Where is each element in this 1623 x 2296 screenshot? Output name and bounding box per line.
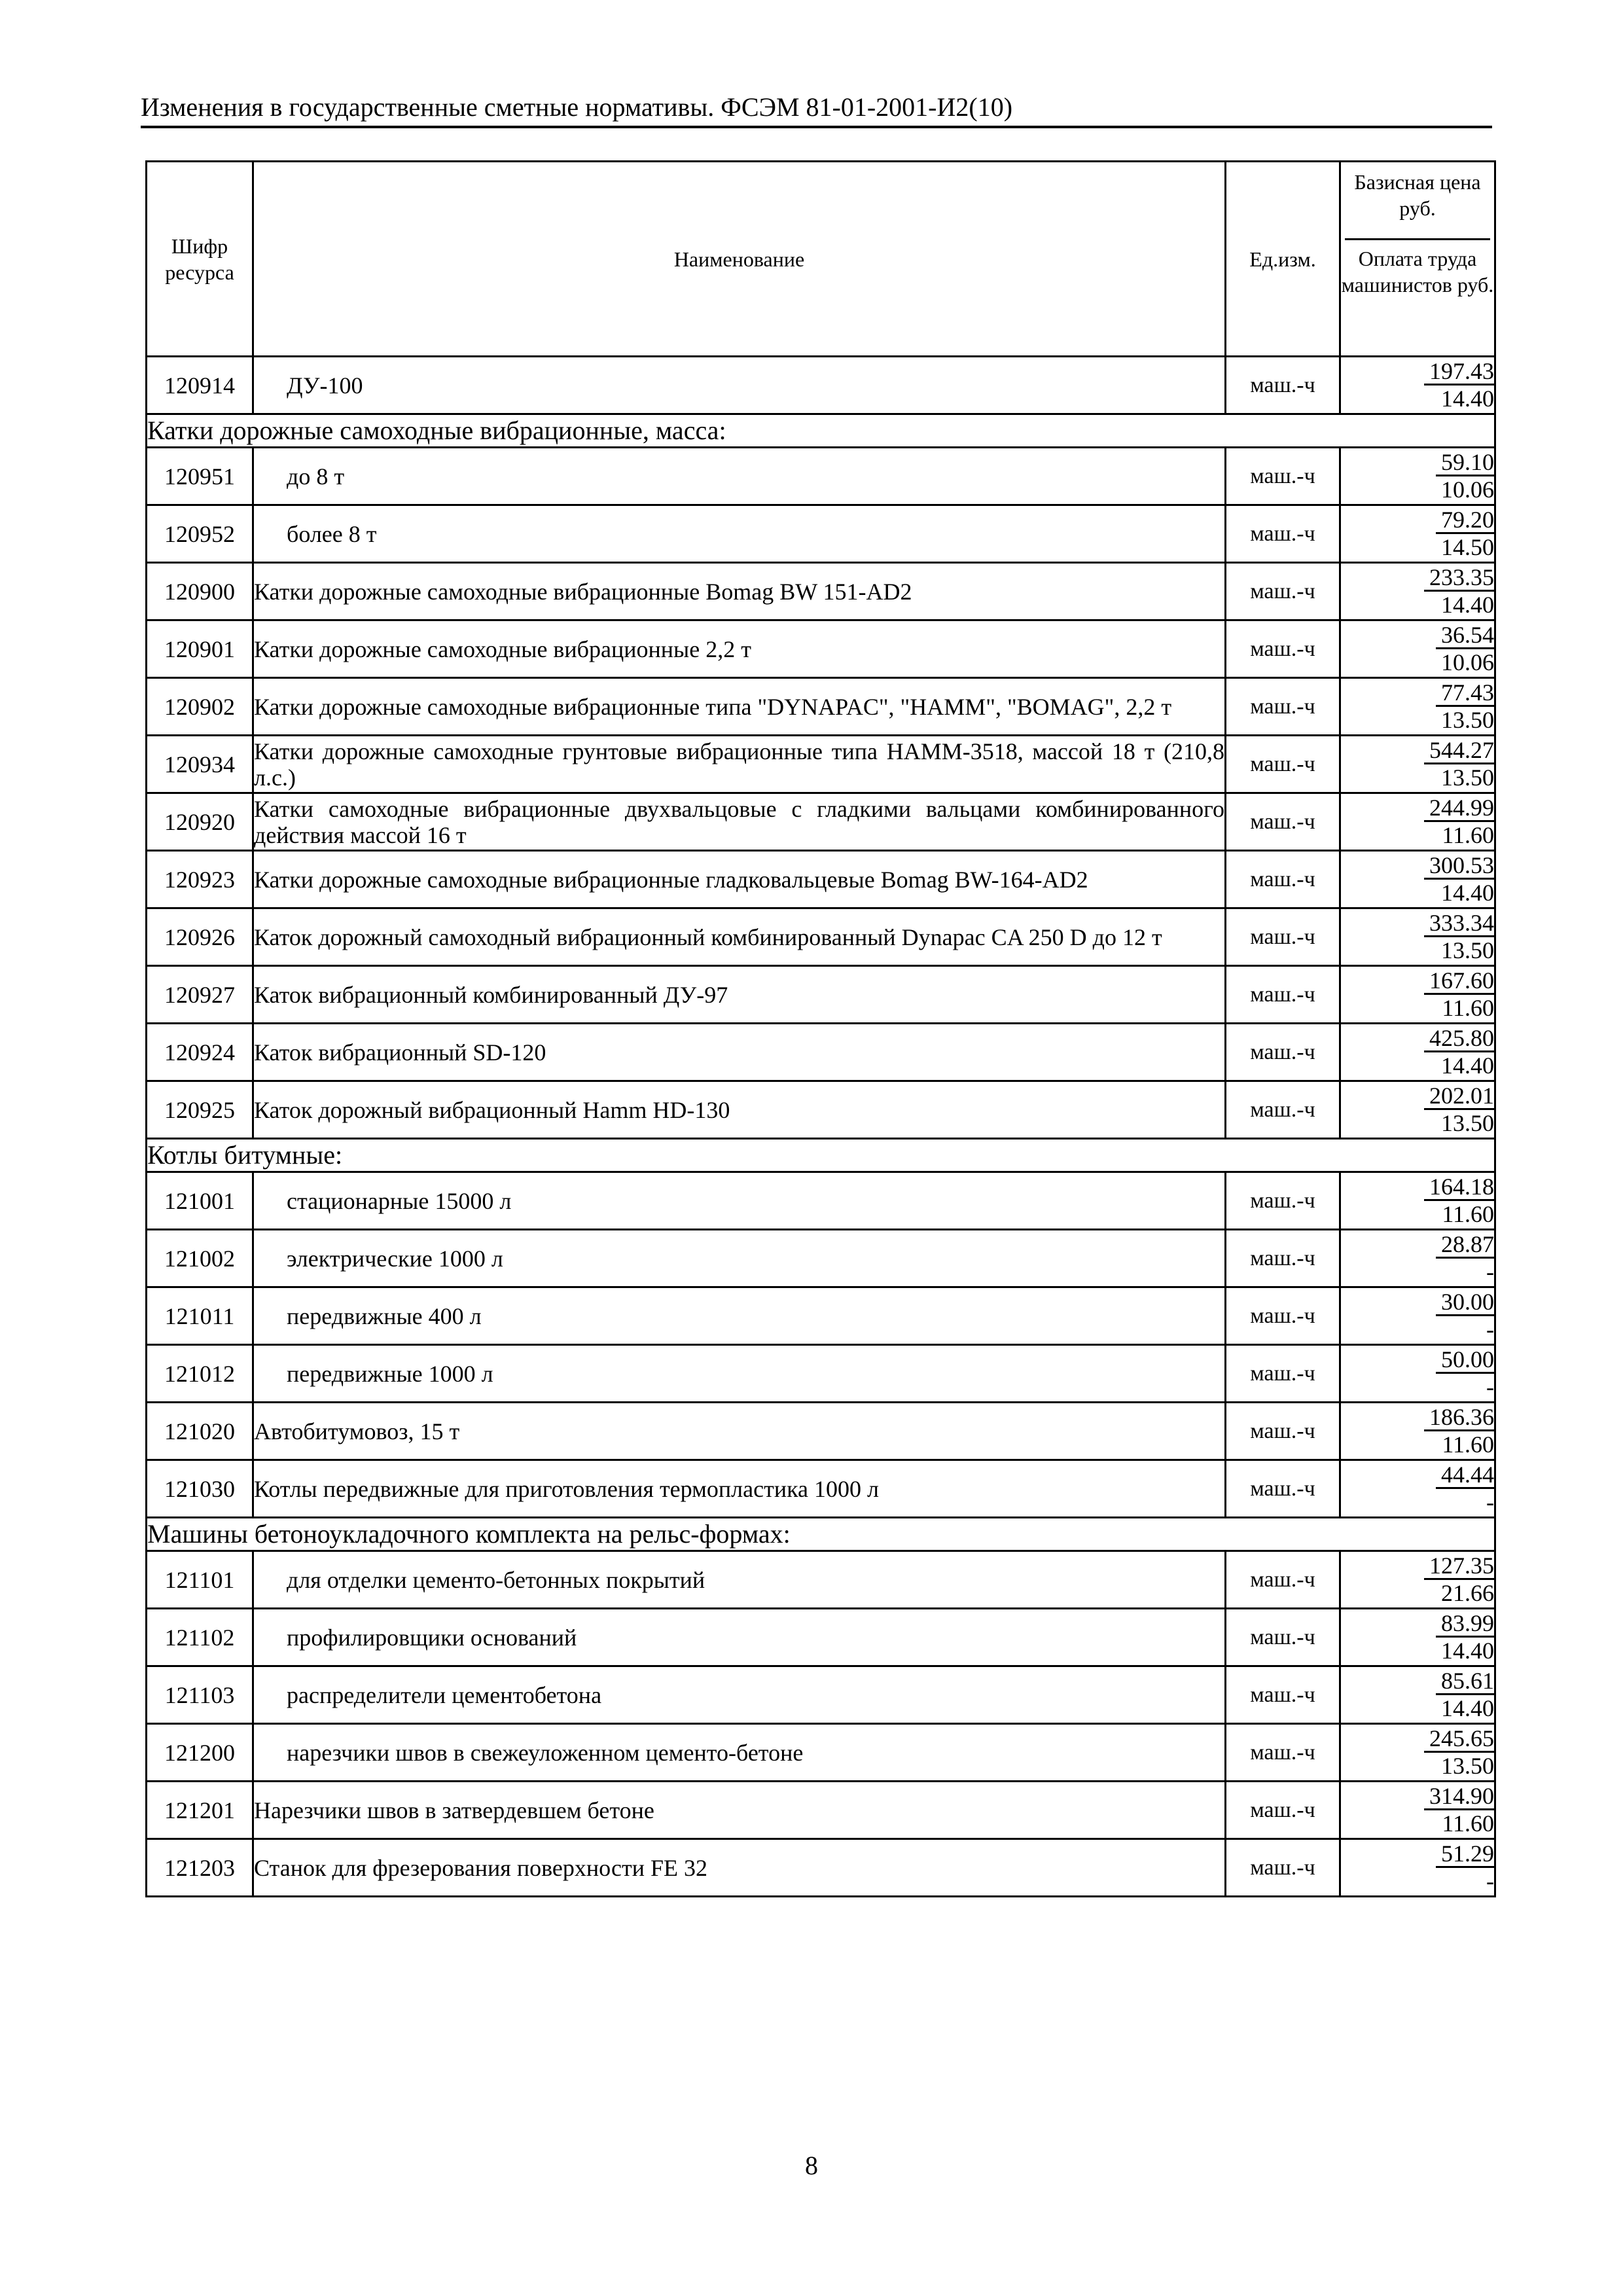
price-cell — [1340, 1230, 1495, 1287]
price-cell — [1340, 1666, 1495, 1724]
col-header-name: Наименование — [253, 162, 1226, 357]
base-price: 59.10 — [1436, 450, 1494, 476]
resource-code: 120914 — [147, 357, 253, 414]
base-price: 333.34 — [1424, 910, 1494, 937]
resource-name: Нарезчики швов в затвердевшем бетоне — [253, 1782, 1226, 1839]
unit-of-measure: маш.-ч — [1226, 966, 1340, 1024]
resource-name: Каток вибрационный SD-120 — [253, 1024, 1226, 1081]
resource-name: Котлы передвижные для приготовления термопластика 1000 л — [253, 1460, 1226, 1518]
resource-code: 121002 — [147, 1230, 253, 1287]
resource-code: 121102 — [147, 1609, 253, 1666]
table-row — [147, 1609, 1495, 1666]
resource-name: Станок для фрезерования поверхности FE 32 — [253, 1839, 1226, 1897]
base-price: 127.35 — [1424, 1553, 1494, 1580]
resource-code: 120952 — [147, 505, 253, 563]
table-row — [147, 966, 1495, 1024]
table-row — [147, 851, 1495, 908]
labor-pay: 11.60 — [1442, 1810, 1494, 1837]
col-header-price — [1340, 162, 1495, 357]
resource-name: ДУ-100 — [253, 357, 1226, 414]
unit-of-measure: маш.-ч — [1226, 1551, 1340, 1609]
price-cell — [1340, 1782, 1495, 1839]
base-price: 197.43 — [1424, 359, 1494, 386]
unit-of-measure: маш.-ч — [1226, 1287, 1340, 1345]
group-title: Катки дорожные самоходные вибрационные, масса: — [147, 414, 1495, 448]
table-row — [147, 736, 1495, 793]
resource-code: 120902 — [147, 678, 253, 736]
unit-of-measure: маш.-ч — [1226, 1230, 1340, 1287]
price-cell — [1340, 966, 1495, 1024]
price-cell — [1340, 563, 1495, 620]
resource-name: до 8 т — [253, 448, 1226, 505]
resource-name: электрические 1000 л — [253, 1230, 1226, 1287]
table-row — [147, 793, 1495, 851]
col-header-unit: Ед.изм. — [1226, 162, 1340, 357]
resource-code: 120901 — [147, 620, 253, 678]
labor-pay: 14.40 — [1441, 386, 1494, 412]
base-price: 83.99 — [1436, 1611, 1494, 1638]
resource-name: нарезчики швов в свежеуложенном цементо-бетоне — [253, 1724, 1226, 1782]
labor-pay: - — [1486, 1374, 1494, 1400]
resource-table — [145, 160, 1496, 1897]
price-cell — [1340, 1081, 1495, 1139]
resource-name: Катки дорожные самоходные грунтовые вибрационные типа HAMM-3518, массой 18 т (210,8 л.с.) — [253, 736, 1226, 793]
resource-code: 120926 — [147, 908, 253, 966]
base-price: 30.00 — [1436, 1289, 1494, 1316]
unit-of-measure: маш.-ч — [1226, 1024, 1340, 1081]
resource-name: Катки дорожные самоходные вибрационные типа "DYNAPAC", "HAMM", "BOMAG", 2,2 т — [253, 678, 1226, 736]
labor-pay: - — [1486, 1316, 1494, 1342]
unit-of-measure: маш.-ч — [1226, 1345, 1340, 1403]
table-row — [147, 505, 1495, 563]
resource-name: передвижные 1000 л — [253, 1345, 1226, 1403]
base-price: 44.44 — [1436, 1462, 1494, 1489]
resource-name: стационарные 15000 л — [253, 1172, 1226, 1230]
labor-pay: 13.50 — [1441, 1110, 1494, 1136]
base-price: 300.53 — [1424, 853, 1494, 880]
unit-of-measure: маш.-ч — [1226, 1460, 1340, 1518]
resource-name: для отделки цементо-бетонных покрытий — [253, 1551, 1226, 1609]
resource-name: профилировщики оснований — [253, 1609, 1226, 1666]
table-row — [147, 1782, 1495, 1839]
labor-pay: 13.50 — [1441, 764, 1494, 791]
unit-of-measure: маш.-ч — [1226, 851, 1340, 908]
page-number: 8 — [805, 2151, 818, 2180]
price-cell — [1340, 1460, 1495, 1518]
labor-pay: 14.40 — [1441, 880, 1494, 906]
base-price: 51.29 — [1436, 1841, 1494, 1868]
table-row — [147, 1666, 1495, 1724]
table-body — [147, 357, 1495, 1897]
base-price: 244.99 — [1424, 795, 1494, 822]
resource-code: 120920 — [147, 793, 253, 851]
labor-pay: 11.60 — [1442, 1431, 1494, 1458]
price-cell — [1340, 1172, 1495, 1230]
labor-pay: 10.06 — [1441, 476, 1494, 503]
table-header-row — [147, 162, 1495, 357]
base-price: 167.60 — [1424, 968, 1494, 995]
unit-of-measure: маш.-ч — [1226, 1724, 1340, 1782]
document-header: Изменения в государственные сметные нормативы. ФСЭМ 81-01-2001-И2(10) — [141, 92, 1492, 128]
labor-pay: 14.40 — [1441, 592, 1494, 618]
labor-pay: 21.66 — [1441, 1580, 1494, 1606]
resource-name: Катки дорожные самоходные вибрационные гладковальцевые Bomag BW-164-AD2 — [253, 851, 1226, 908]
unit-of-measure: маш.-ч — [1226, 448, 1340, 505]
resource-name: Катки дорожные самоходные вибрационные Bomag BW 151-AD2 — [253, 563, 1226, 620]
price-cell — [1340, 1724, 1495, 1782]
resource-code: 121001 — [147, 1172, 253, 1230]
resource-code: 120923 — [147, 851, 253, 908]
table-row — [147, 1551, 1495, 1609]
unit-of-measure: маш.-ч — [1226, 736, 1340, 793]
unit-of-measure: маш.-ч — [1226, 1666, 1340, 1724]
labor-pay: 11.60 — [1442, 995, 1494, 1021]
price-cell — [1340, 357, 1495, 414]
base-price: 50.00 — [1436, 1347, 1494, 1374]
table-row — [147, 357, 1495, 414]
unit-of-measure: маш.-ч — [1226, 505, 1340, 563]
resource-code: 121201 — [147, 1782, 253, 1839]
price-cell — [1340, 1403, 1495, 1460]
header-divider — [1345, 238, 1490, 240]
labor-pay: 14.40 — [1441, 1695, 1494, 1721]
table-row — [147, 1403, 1495, 1460]
unit-of-measure: маш.-ч — [1226, 1172, 1340, 1230]
unit-of-measure: маш.-ч — [1226, 1403, 1340, 1460]
resource-name: более 8 т — [253, 505, 1226, 563]
price-cell — [1340, 1024, 1495, 1081]
unit-of-measure: маш.-ч — [1226, 357, 1340, 414]
resource-name: Катки самоходные вибрационные двухвальцовые с гладкими вальцами комбинированного действия массой 16 т — [253, 793, 1226, 851]
labor-pay: 14.40 — [1441, 1638, 1494, 1664]
resource-code: 120924 — [147, 1024, 253, 1081]
price-cell — [1340, 448, 1495, 505]
group-header-row — [147, 414, 1495, 448]
resource-name: Каток вибрационный комбинированный ДУ-97 — [253, 966, 1226, 1024]
labor-pay: - — [1486, 1259, 1494, 1285]
price-cell — [1340, 851, 1495, 908]
unit-of-measure: маш.-ч — [1226, 1081, 1340, 1139]
labor-pay: - — [1486, 1868, 1494, 1894]
base-price: 164.18 — [1424, 1174, 1494, 1201]
labor-pay: - — [1486, 1489, 1494, 1515]
price-cell — [1340, 678, 1495, 736]
resource-name: Автобитумовоз, 15 т — [253, 1403, 1226, 1460]
price-cell — [1340, 505, 1495, 563]
table-row — [147, 1287, 1495, 1345]
unit-of-measure: маш.-ч — [1226, 563, 1340, 620]
base-price: 85.61 — [1436, 1668, 1494, 1695]
base-price: 314.90 — [1424, 1784, 1494, 1810]
resource-name: Каток дорожный самоходный вибрационный комбинированный Dynapac CA 250 D до 12 т — [253, 908, 1226, 966]
table-row — [147, 1024, 1495, 1081]
price-cell — [1340, 1839, 1495, 1897]
resource-code: 120934 — [147, 736, 253, 793]
table-row — [147, 563, 1495, 620]
labor-pay: 14.40 — [1441, 1052, 1494, 1079]
price-cell — [1340, 620, 1495, 678]
labor-pay: 13.50 — [1441, 1753, 1494, 1779]
base-price: 425.80 — [1424, 1026, 1494, 1052]
unit-of-measure: маш.-ч — [1226, 908, 1340, 966]
price-cell — [1340, 908, 1495, 966]
base-price: 36.54 — [1436, 622, 1494, 649]
resource-code: 121011 — [147, 1287, 253, 1345]
resource-name: Каток дорожный вибрационный Hamm HD-130 — [253, 1081, 1226, 1139]
resource-code: 121101 — [147, 1551, 253, 1609]
table-row — [147, 1724, 1495, 1782]
price-cell — [1340, 1551, 1495, 1609]
resource-name: передвижные 400 л — [253, 1287, 1226, 1345]
group-title: Машины бетоноукладочного комплекта на рельс-формах: — [147, 1518, 1495, 1551]
resource-code: 121203 — [147, 1839, 253, 1897]
price-cell — [1340, 1609, 1495, 1666]
group-title: Котлы битумные: — [147, 1139, 1495, 1172]
table-row — [147, 678, 1495, 736]
table-row — [147, 1230, 1495, 1287]
base-price: 186.36 — [1424, 1405, 1494, 1431]
resource-code: 121030 — [147, 1460, 253, 1518]
labor-pay: 14.50 — [1441, 534, 1494, 560]
table-row — [147, 620, 1495, 678]
unit-of-measure: маш.-ч — [1226, 620, 1340, 678]
resource-name: Катки дорожные самоходные вибрационные 2,2 т — [253, 620, 1226, 678]
base-price: 202.01 — [1424, 1083, 1494, 1110]
price-cell — [1340, 1287, 1495, 1345]
unit-of-measure: маш.-ч — [1226, 1782, 1340, 1839]
resource-code: 121020 — [147, 1403, 253, 1460]
unit-of-measure: маш.-ч — [1226, 793, 1340, 851]
resource-code: 121103 — [147, 1666, 253, 1724]
resource-name: распределители цементобетона — [253, 1666, 1226, 1724]
group-header-row — [147, 1139, 1495, 1172]
table-row — [147, 1839, 1495, 1897]
unit-of-measure: маш.-ч — [1226, 1609, 1340, 1666]
col-header-code: Шифр ресурса — [147, 162, 253, 357]
price-cell — [1340, 1345, 1495, 1403]
base-price: 245.65 — [1424, 1726, 1494, 1753]
table-row — [147, 908, 1495, 966]
unit-of-measure: маш.-ч — [1226, 1839, 1340, 1897]
labor-pay: 13.50 — [1441, 937, 1494, 963]
col-header-base-price: Базисная цена руб. — [1354, 170, 1481, 220]
base-price: 77.43 — [1436, 680, 1494, 707]
unit-of-measure: маш.-ч — [1226, 678, 1340, 736]
labor-pay: 11.60 — [1442, 1201, 1494, 1227]
resource-code: 120900 — [147, 563, 253, 620]
group-header-row — [147, 1518, 1495, 1551]
table-row — [147, 448, 1495, 505]
resource-code: 120951 — [147, 448, 253, 505]
table-row — [147, 1460, 1495, 1518]
base-price: 544.27 — [1424, 738, 1494, 764]
table-row — [147, 1081, 1495, 1139]
resource-code: 120927 — [147, 966, 253, 1024]
base-price: 28.87 — [1436, 1232, 1494, 1259]
col-header-labor-pay: Оплата труда машинистов руб. — [1341, 247, 1494, 296]
labor-pay: 10.06 — [1441, 649, 1494, 675]
resource-code: 121012 — [147, 1345, 253, 1403]
base-price: 79.20 — [1436, 507, 1494, 534]
price-cell — [1340, 736, 1495, 793]
labor-pay: 11.60 — [1442, 822, 1494, 848]
price-cell — [1340, 793, 1495, 851]
table-row — [147, 1172, 1495, 1230]
base-price: 233.35 — [1424, 565, 1494, 592]
table-row — [147, 1345, 1495, 1403]
labor-pay: 13.50 — [1441, 707, 1494, 733]
resource-code: 120925 — [147, 1081, 253, 1139]
resource-code: 121200 — [147, 1724, 253, 1782]
